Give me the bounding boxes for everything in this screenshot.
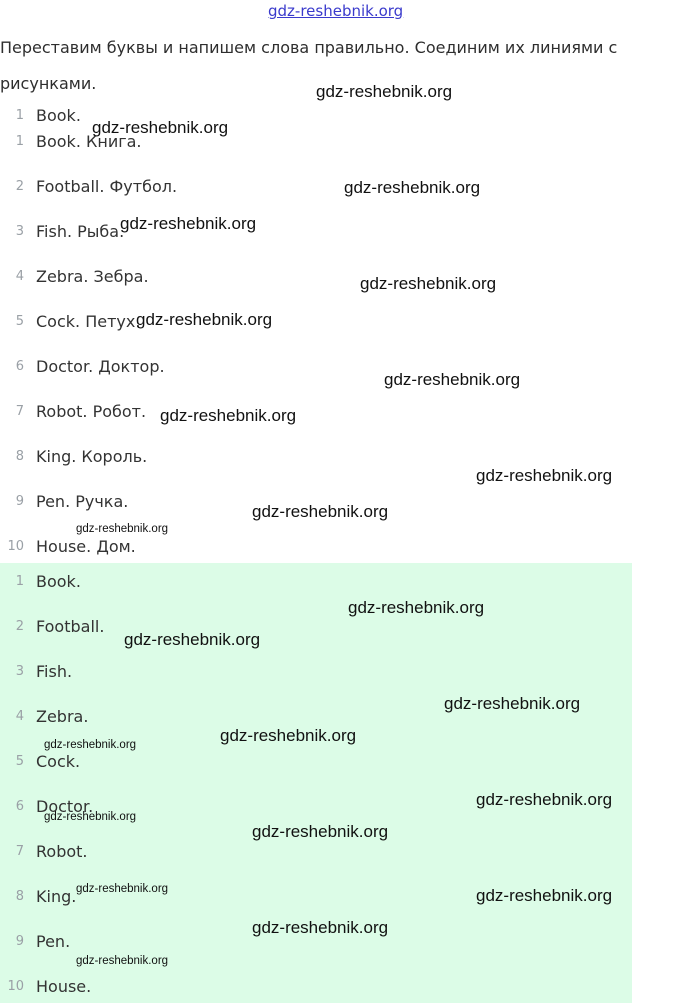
watermark: gdz-reshebnik.org (44, 739, 137, 751)
list-item (0, 836, 88, 866)
item-text: Pen. (36, 931, 71, 951)
list-item (0, 656, 72, 686)
item-number: 10 (7, 978, 24, 994)
item-number: 9 (15, 933, 24, 949)
item-number: 10 (7, 538, 24, 554)
list-item (0, 126, 142, 156)
item-text: Robot. (36, 841, 88, 861)
list-item (0, 881, 76, 911)
list-item (0, 486, 128, 516)
watermark: gdz-reshebnik.org (120, 214, 257, 233)
answer-list-highlighted (0, 563, 632, 1003)
item-text: Robot. Робот. (36, 401, 147, 421)
item-text: Football. (36, 616, 105, 636)
list-item (0, 926, 70, 956)
task-description: Переставим буквы и напишем слова правильно. Соединим их линиями с рисунками. (0, 38, 618, 93)
list-item (0, 306, 140, 336)
watermark: gdz-reshebnik.org (160, 406, 297, 425)
item-number: 2 (15, 178, 24, 194)
item-text: Cock. Петух. (36, 311, 141, 331)
watermark: gdz-reshebnik.org (348, 598, 485, 617)
list-item (0, 611, 104, 641)
item-number: 8 (15, 888, 24, 904)
item-number: 5 (15, 313, 24, 329)
item-text: Zebra. (36, 706, 89, 726)
item-text: Zebra. Зебра. (36, 266, 149, 286)
watermark: gdz-reshebnik.org (44, 811, 137, 823)
item-number: 2 (15, 618, 24, 634)
item-number: 7 (15, 403, 24, 419)
item-text: Book. (36, 571, 81, 591)
item-text: Book. Книга. (36, 131, 142, 151)
list-item (0, 791, 93, 821)
list-item (0, 171, 177, 201)
item-number: 8 (15, 448, 24, 464)
item-text: Doctor. (36, 796, 94, 816)
watermark: gdz-reshebnik.org (76, 883, 169, 895)
list-item (0, 971, 91, 1001)
list-item (0, 701, 88, 731)
list-item (0, 566, 81, 596)
item-number: 4 (15, 268, 24, 284)
item-text: King. Король. (36, 446, 148, 466)
watermark: gdz-reshebnik.org (220, 726, 357, 745)
list-item (0, 746, 80, 776)
item-text: King. (36, 886, 77, 906)
watermark: gdz-reshebnik.org (476, 466, 613, 485)
item-text: House. (36, 976, 92, 996)
watermark: gdz-reshebnik.org (316, 82, 453, 101)
item-text: Football. Футбол. (36, 176, 178, 196)
watermark: gdz-reshebnik.org (476, 790, 613, 809)
watermark: gdz-reshebnik.org (476, 886, 613, 905)
item-number: 5 (15, 753, 24, 769)
watermark: gdz-reshebnik.org (360, 274, 497, 293)
item-number: 1 (15, 107, 24, 123)
item-number: 3 (15, 663, 24, 679)
watermark: gdz-reshebnik.org (384, 370, 521, 389)
watermark: gdz-reshebnik.org (444, 694, 581, 713)
item-text: Doctor. Доктор. (36, 356, 165, 376)
item-text: Book. (36, 105, 81, 125)
item-text: House. Дом. (36, 536, 136, 556)
watermark: gdz-reshebnik.org (252, 502, 389, 521)
item-number: 7 (15, 843, 24, 859)
watermark: gdz-reshebnik.org (344, 178, 481, 197)
list-item (0, 351, 165, 381)
item-number: 4 (15, 708, 24, 724)
watermark: gdz-reshebnik.org (252, 918, 389, 937)
list-item (0, 396, 146, 426)
item-text: Cock. (36, 751, 81, 771)
list-item (0, 261, 149, 291)
watermark: gdz-reshebnik.org (136, 310, 273, 329)
item-number: 6 (15, 798, 24, 814)
item-number: 3 (15, 223, 24, 239)
list-item (0, 216, 124, 246)
item-number: 6 (15, 358, 24, 374)
item-text: Fish. (36, 661, 73, 681)
item-text: Pen. Ручка. (36, 491, 129, 511)
item-text: Fish. Рыба. (36, 221, 125, 241)
watermark: gdz-reshebnik.org (76, 955, 169, 967)
site-link[interactable]: gdz-reshebnik.org (268, 2, 404, 20)
watermark: gdz-reshebnik.org (252, 822, 389, 841)
list-item (0, 441, 147, 471)
item-number: 1 (15, 573, 24, 589)
watermark: gdz-reshebnik.org (124, 630, 261, 649)
watermark: gdz-reshebnik.org (92, 118, 229, 137)
list-item (0, 531, 136, 561)
item-number: 9 (15, 493, 24, 509)
watermark: gdz-reshebnik.org (76, 523, 169, 535)
item-number: 1 (15, 133, 24, 149)
